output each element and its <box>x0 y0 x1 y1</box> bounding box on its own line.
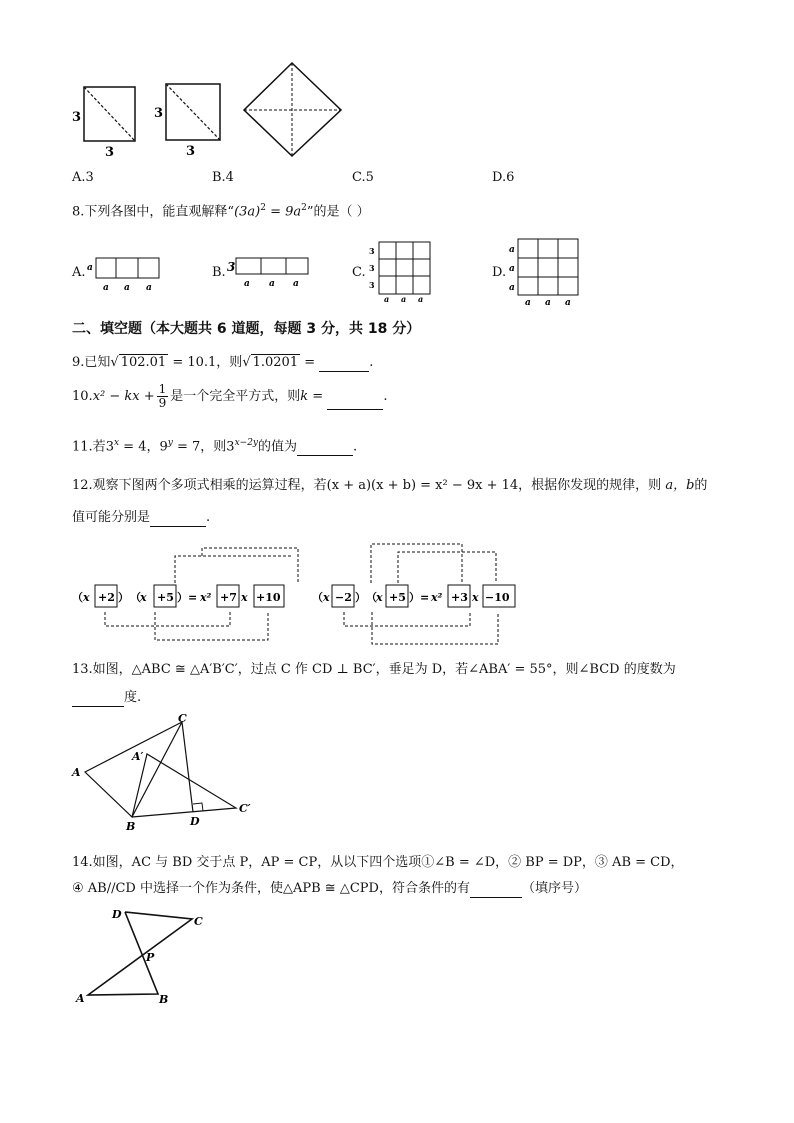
q8-c-b3: a <box>418 294 424 304</box>
q11-answer-blank[interactable] <box>297 455 353 456</box>
q8-stem: 8.下列各图中，能直观解释“$(3a)^2 = 9a^2$”的是（ ） <box>72 203 370 220</box>
q8-d-b2: a <box>545 298 551 306</box>
q12-diagram-left <box>70 540 300 646</box>
q12-left-box-2: +5 <box>157 591 174 604</box>
svg-text:）: ） <box>118 591 129 604</box>
q7-label-4: 3 <box>186 144 196 159</box>
q8-figure-c <box>365 238 435 304</box>
q12-line-1: 12.观察下图两个多项式相乘的运算过程，若(x + a)(x + b) = x² − 9x + 14，根据你发现的规律，则 a，b的 <box>72 478 708 493</box>
svg-text:（: （ <box>312 591 323 604</box>
svg-text:（: （ <box>366 591 377 604</box>
svg-text:）: ） <box>177 591 188 604</box>
q14-answer-blank[interactable] <box>470 897 522 898</box>
q8-d-l1: a <box>509 245 515 255</box>
q9-stem: 9.已知√ 102.01 = 10.1，则√ 1.0201 = . <box>72 355 374 370</box>
q12-right-box-3: +3 <box>451 591 468 604</box>
svg-text:=: = <box>188 591 198 604</box>
q14-label-p: P <box>146 951 155 964</box>
q13-label-c: C <box>178 712 187 725</box>
q8-b-b2: a <box>269 279 275 289</box>
q12-diagram-right <box>310 540 532 646</box>
q7-figures <box>60 55 360 165</box>
q13-label-c2: C′ <box>239 802 251 815</box>
q14-line-2: ④ AB//CD 中选择一个作为条件，使△APB ≅ △CPD，符合条件的有 （填序号） <box>72 881 587 896</box>
q8-c-l1: 3 <box>369 246 375 256</box>
q14-line-1: 14.如图，AC 与 BD 交于点 P，AP = CP，从以下四个选项①∠B = ∠D，② BP = DP，③ AB = CD， <box>72 855 684 870</box>
q13-figure <box>68 712 268 830</box>
q7-label-3: 3 <box>154 106 164 121</box>
q7-diagonal-1 <box>84 87 135 141</box>
q7-option-c[interactable]: C.5 <box>352 170 374 185</box>
q7-option-b[interactable]: B.4 <box>212 170 234 185</box>
q13-label-b: B <box>126 820 136 830</box>
q10-fraction: $\frac{1}{9}$ <box>158 382 167 411</box>
q8-figure-b <box>224 250 314 294</box>
svg-text:=: = <box>420 591 430 604</box>
q12-left-box-4: +10 <box>256 591 281 604</box>
q8-c-l2: 3 <box>369 263 375 273</box>
q12-right-box-2: +5 <box>389 591 406 604</box>
svg-text:x: x <box>140 591 147 604</box>
q8-d-b1: a <box>525 298 531 306</box>
q7-label-2: 3 <box>105 145 115 160</box>
q7-option-d[interactable]: D.6 <box>492 170 515 185</box>
q12-answer-blank[interactable] <box>150 526 206 527</box>
svg-text:x: x <box>323 591 330 604</box>
q7-label-1: 3 <box>72 110 82 125</box>
q9-answer-blank[interactable] <box>319 371 369 372</box>
q10-answer-blank[interactable] <box>327 409 383 410</box>
svg-text:x: x <box>83 591 90 604</box>
svg-text:）: ） <box>409 591 420 604</box>
svg-text:）: ） <box>355 591 366 604</box>
q8-option-a-letter[interactable]: A. <box>72 265 86 280</box>
svg-text:（: （ <box>130 591 141 604</box>
q8-figure-d <box>506 234 586 306</box>
q12-left-box-3: +7 <box>220 591 237 604</box>
q14-label-a: A <box>76 992 85 1005</box>
q8-b-b3: a <box>293 279 299 289</box>
q8-a-b3: a <box>146 283 152 293</box>
svg-text:x: x <box>472 591 479 604</box>
section-2-title: 二、填空题（本大题共 6 道题，每题 3 分，共 18 分） <box>72 321 421 337</box>
q13-label-d: D <box>190 815 200 828</box>
q13-answer-blank[interactable] <box>72 706 124 707</box>
svg-text:x: x <box>376 591 383 604</box>
svg-text:x²: x² <box>431 591 443 604</box>
q12-line-2: 值可能分别是 . <box>72 510 211 525</box>
q8-a-b1: a <box>103 283 109 293</box>
q13-line-2: 度. <box>72 690 141 707</box>
q8-option-b-letter[interactable]: B. <box>212 265 226 280</box>
q8-option-c-letter[interactable]: C. <box>352 265 366 280</box>
q7-option-a[interactable]: A.3 <box>72 170 94 185</box>
q8-c-l3: 3 <box>369 280 375 290</box>
svg-text:x: x <box>241 591 248 604</box>
q8-d-b3: a <box>565 298 571 306</box>
q12-right-box-1: −2 <box>335 591 352 604</box>
q12-left-box-1: +2 <box>98 591 115 604</box>
q8-a-side: a <box>87 263 93 273</box>
q11-stem: 11.若$3^x = 4$，$9^y = 7$，则$3^{x-2y}$的值为 . <box>72 438 358 455</box>
q8-b-side: 3 <box>227 260 236 274</box>
q8-option-d-letter[interactable]: D. <box>492 265 507 280</box>
q8-a-b2: a <box>124 283 130 293</box>
q10-stem: 10.x² − kx + $\frac{1}{9}$ 是一个完全平方式，则k = . <box>72 382 388 411</box>
svg-text:x²: x² <box>200 591 212 604</box>
svg-text:（: （ <box>72 591 83 604</box>
q13-label-a: A <box>72 766 81 779</box>
q8-c-b2: a <box>401 294 407 304</box>
q13-line-1: 13.如图，△ABC ≅ △A′B′C′，过点 C 作 CD ⊥ BC′，垂足为 D，若∠ABA′ = 55°，则∠BCD 的度数为 <box>72 662 676 677</box>
q8-d-l3: a <box>509 283 515 293</box>
q14-figure <box>70 905 220 1007</box>
q8-d-l2: a <box>509 264 515 274</box>
q8-c-b1: a <box>384 294 390 304</box>
q14-label-c: C <box>194 915 203 928</box>
q8-figure-a <box>84 250 166 294</box>
q12-right-box-4: −10 <box>485 591 510 604</box>
q14-label-d: D <box>112 908 122 921</box>
q7-diagonal-2 <box>166 84 220 140</box>
q14-label-b: B <box>159 993 169 1006</box>
q8-b-b1: a <box>244 279 250 289</box>
q13-label-a2: A′ <box>132 750 144 763</box>
